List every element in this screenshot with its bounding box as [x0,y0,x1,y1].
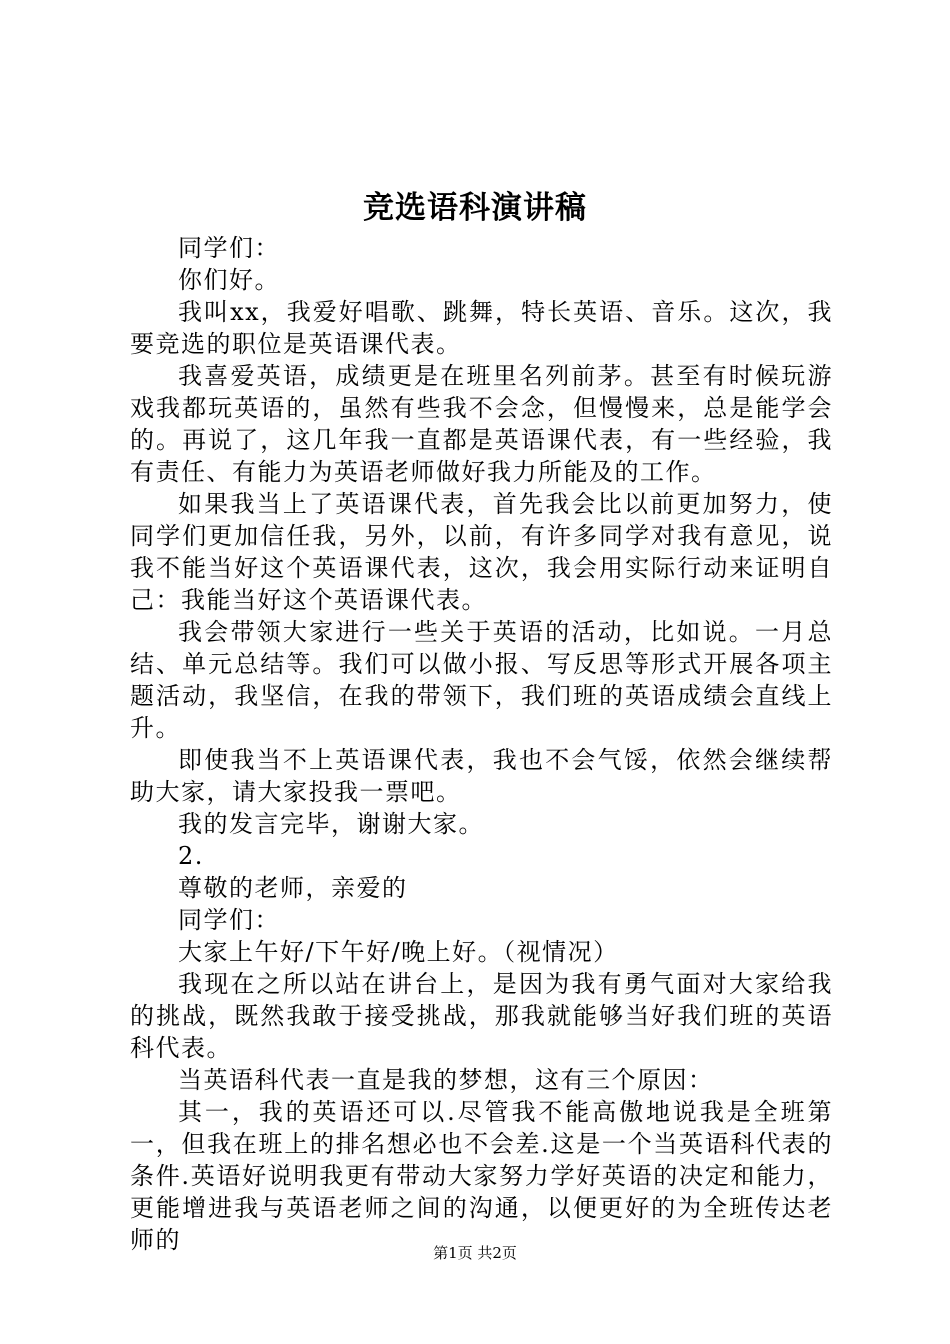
paragraph-if-elected: 如果我当上了英语课代表，首先我会比以前更加努力，使同学们更加信任我，另外，以前，有许多同学对我有意见，说我不能当好这个英语课代表，这次，我会用实际行动来证明自己：我能当好这个英语课代表。 [130,490,833,614]
paragraph-love-english: 我喜爱英语，成绩更是在班里名列前茅。甚至有时候玩游戏我都玩英语的，虽然有些我不会念，但慢慢来，总是能学会的。再说了，这几年我一直都是英语课代表，有一些经验，我有责任、有能力为英语老师做好我力所能及的工作。 [130,362,833,486]
paragraph-hello: 你们好。 [178,266,280,294]
paragraph-salutation: 尊敬的老师，亲爱的 [178,874,408,902]
page-footer: 第1页 共2页 [433,1244,517,1262]
paragraph-intro: 我叫xx，我爱好唱歌、跳舞，特长英语、音乐。这次，我要竞选的职位是英语课代表。 [130,298,833,358]
document-body [130,232,833,1256]
paragraph-closing: 我的发言完毕，谢谢大家。 [178,810,484,838]
paragraph-activities: 我会带领大家进行一些关于英语的活动，比如说。一月总结、单元总结等。我们可以做小报、写反思等形式开展各项主题活动，我坚信，在我的带领下，我们班的英语成绩会直线上升。 [130,618,833,742]
paragraph-classmates: 同学们： [178,906,280,934]
paragraph-if-not-elected: 即使我当不上英语课代表，我也不会气馁，依然会继续帮助大家，请大家投我一票吧。 [130,746,833,806]
section-number: 2. [178,842,204,870]
paragraph-three-reasons: 当英语科代表一直是我的梦想，这有三个原因： [178,1066,714,1094]
paragraph-good-day: 大家上午好/下午好/晚上好。（视情况） [178,938,619,966]
paragraph-courage: 我现在之所以站在讲台上，是因为我有勇气面对大家给我的挑战，既然我敢于接受挑战，那我就能够当好我们班的英语科代表。 [130,970,833,1062]
document-title: 竞选语科演讲稿 [363,190,587,226]
paragraph-reason-one: 其一，我的英语还可以.尽管我不能高傲地说我是全班第一，但我在班上的排名想必也不会差.这是一个当英语科代表的条件.英语好说明我更有带动大家努力学好英语的决定和能力，更能增进我与英语老师之间的沟通，以便更好的为全班传达老师的 [130,1098,833,1254]
paragraph-greeting: 同学们： [178,234,280,262]
